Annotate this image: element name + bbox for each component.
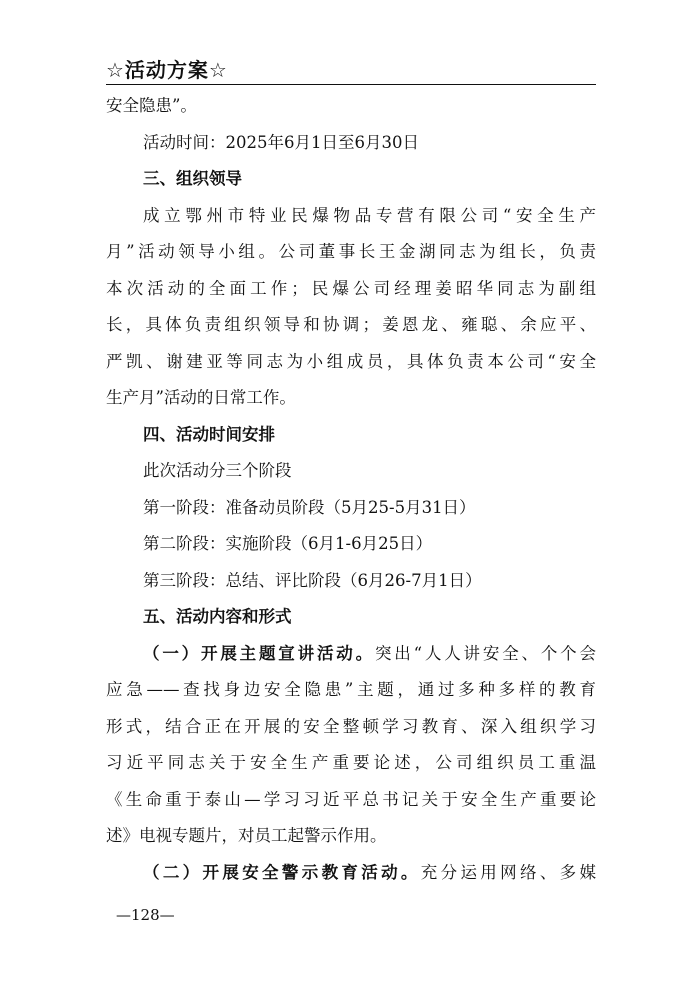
- page-number: —128—: [116, 906, 175, 924]
- paragraph-line: 严凯、谢建亚等同志为小组成员，具体负责本公司“安全: [106, 351, 596, 371]
- schedule-stage-1: 第一阶段：准备动员阶段（5月25-5月31日）: [143, 497, 476, 517]
- paragraph-line: 成立鄂州市特业民爆物品专营有限公司“安全生产: [143, 205, 596, 225]
- schedule-intro: 此次活动分三个阶段: [143, 461, 292, 480]
- paragraph-line: 月”活动领导小组。公司董事长王金湖同志为组长，负责: [106, 242, 596, 261]
- paragraph-line: 生产月”活动的日常工作。: [106, 388, 296, 407]
- item-1-lead: （一）开展主题宣讲活动。: [143, 643, 375, 663]
- paragraph-line: 本次活动的全面工作；民爆公司经理姜昭华同志为副组: [106, 278, 596, 298]
- paragraph-line: 安全隐患”。: [106, 96, 197, 115]
- paragraph-line: 长，具体负责组织领导和协调；姜恩龙、雍聪、余应平、: [106, 315, 596, 334]
- section-heading-3: 三、组织领导: [143, 169, 242, 188]
- paragraph-line: 述》电视专题片，对员工起警示作用。: [106, 826, 387, 845]
- paragraph-line: 应急——查找身边安全隐患”主题，通过多种多样的教育: [106, 680, 596, 699]
- header-rule: [106, 84, 596, 85]
- schedule-stage-2: 第二阶段：实施阶段（6月1-6月25日）: [143, 534, 433, 553]
- activity-time-line: 活动时间：2025年6月1日至6月30日: [143, 132, 419, 152]
- schedule-stage-3: 第三阶段：总结、评比阶段（6月26-7月1日）: [143, 570, 482, 590]
- paragraph-line: 习近平同志关于安全生产重要论述，公司组织员工重温: [106, 753, 596, 772]
- paragraph-line: 形式，结合正在开展的安全整顿学习教育、深入组织学习: [106, 716, 596, 736]
- item-1-first-line: [106, 636, 596, 673]
- page-header-title: ☆活动方案☆: [106, 58, 228, 82]
- paragraph-line: 《生命重于泰山—学习习近平总书记关于安全生产重要论: [106, 789, 596, 809]
- item-2-text: 充分运用网络、多媒: [420, 862, 596, 882]
- document-body: [106, 88, 596, 891]
- item-2-lead: （二）开展安全警示教育活动。: [143, 862, 421, 882]
- item-1-text: 突出“人人讲安全、个个会: [374, 643, 596, 663]
- item-2-first-line: [106, 855, 596, 892]
- section-heading-5: 五、活动内容和形式: [143, 607, 292, 626]
- section-heading-4: 四、活动时间安排: [143, 424, 275, 444]
